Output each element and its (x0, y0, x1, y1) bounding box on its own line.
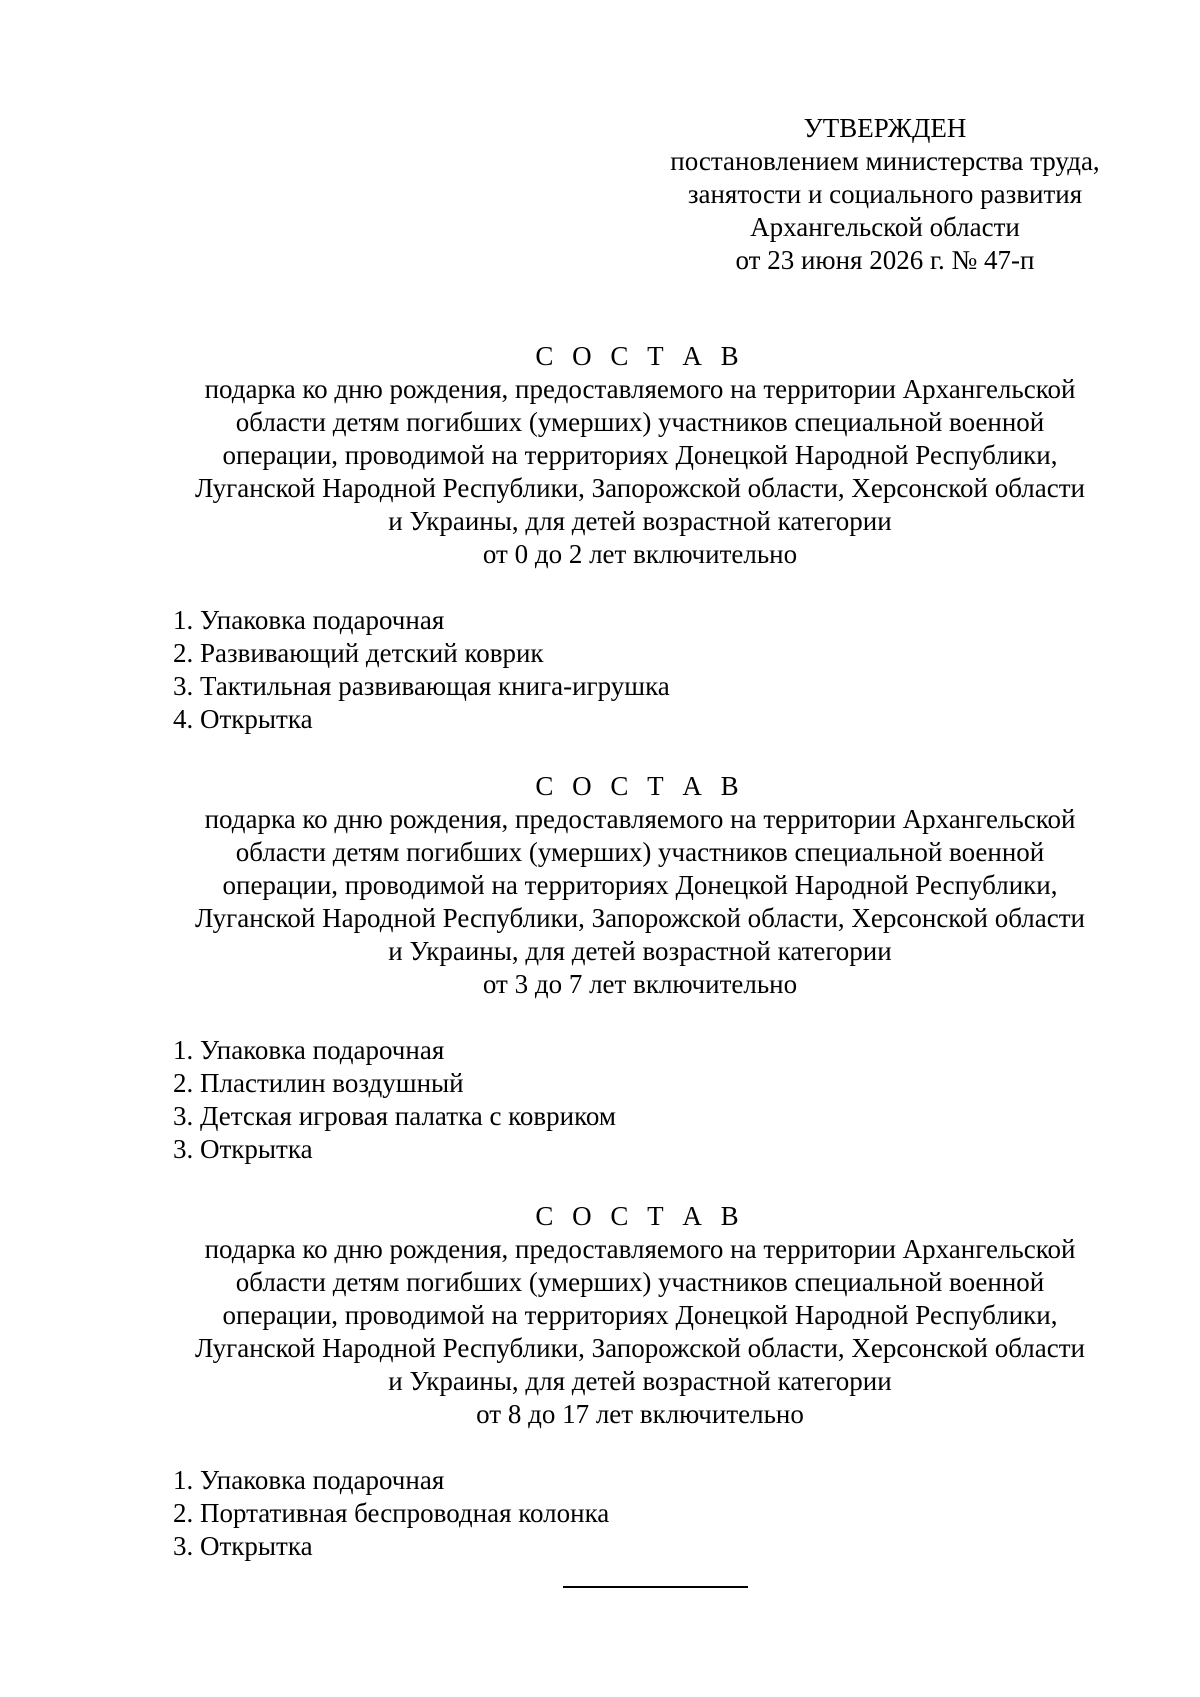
section-title: С О С Т А В (535, 771, 745, 801)
list-item: 1. Упаковка подарочная (173, 1035, 445, 1065)
composition-section-0-2 (160, 340, 1120, 736)
description-line: Луганской Народной Республики, Запорожской области, Херсонской области (195, 473, 1085, 503)
list-item: 3. Открытка (173, 1134, 313, 1164)
approval-heading: УТВЕРЖДЕН (803, 113, 967, 143)
composition-section-8-17 (160, 1200, 1120, 1563)
description-line: области детям погибших (умерших) участников специальной военной (235, 1267, 1045, 1297)
approval-line: постановлением министерства труда, (670, 146, 1100, 176)
description-line: подарка ко дню рождения, предоставляемого на территории Архангельской (204, 1234, 1076, 1264)
section-title: С О С Т А В (535, 1201, 745, 1231)
list-item: 3. Тактильная развивающая книга-игрушка (173, 671, 670, 701)
description-line: операции, проводимой на территориях Донецкой Народной Республики, (222, 440, 1058, 470)
composition-section-3-7 (160, 770, 1120, 1166)
description-line: и Украины, для детей возрастной категории (388, 1366, 892, 1396)
description-line: подарка ко дню рождения, предоставляемого на территории Архангельской (204, 374, 1076, 404)
description-line: и Украины, для детей возрастной категории (388, 506, 892, 536)
gift-items-list (160, 1034, 1120, 1166)
section-title: С О С Т А В (535, 341, 745, 371)
list-item: 2. Развивающий детский коврик (173, 638, 544, 668)
list-item: 3. Детская игровая палатка с ковриком (173, 1101, 616, 1131)
approval-line: Архангельской области (750, 212, 1020, 242)
section-description (160, 803, 1120, 1001)
age-category: от 3 до 7 лет включительно (482, 969, 798, 999)
description-line: Луганской Народной Республики, Запорожской области, Херсонской области (195, 903, 1085, 933)
section-description (160, 1233, 1120, 1431)
gift-items-list (160, 604, 1120, 736)
approval-date: от 23 июня 2026 г. № 47-п (735, 245, 1035, 275)
list-item: 1. Упаковка подарочная (173, 605, 445, 635)
age-category: от 8 до 17 лет включительно (476, 1399, 804, 1429)
list-item: 4. Открытка (173, 704, 313, 734)
list-item: 3. Открытка (173, 1531, 313, 1561)
description-line: подарка ко дню рождения, предоставляемого на территории Архангельской (204, 804, 1076, 834)
closing-divider-line (563, 1586, 748, 1588)
approval-line: занятости и социального развития (687, 179, 1083, 209)
approval-stamp (620, 112, 1150, 277)
description-line: области детям погибших (умерших) участников специальной военной (235, 837, 1045, 867)
description-line: Луганской Народной Республики, Запорожской области, Херсонской области (195, 1333, 1085, 1363)
description-line: и Украины, для детей возрастной категории (388, 936, 892, 966)
age-category: от 0 до 2 лет включительно (482, 539, 798, 569)
section-description (160, 373, 1120, 571)
list-item: 1. Упаковка подарочная (173, 1465, 445, 1495)
description-line: операции, проводимой на территориях Донецкой Народной Республики, (222, 870, 1058, 900)
list-item: 2. Портативная беспроводная колонка (173, 1498, 610, 1528)
description-line: операции, проводимой на территориях Донецкой Народной Республики, (222, 1300, 1058, 1330)
gift-items-list (160, 1464, 1120, 1563)
list-item: 2. Пластилин воздушный (173, 1068, 464, 1098)
description-line: области детям погибших (умерших) участников специальной военной (235, 407, 1045, 437)
